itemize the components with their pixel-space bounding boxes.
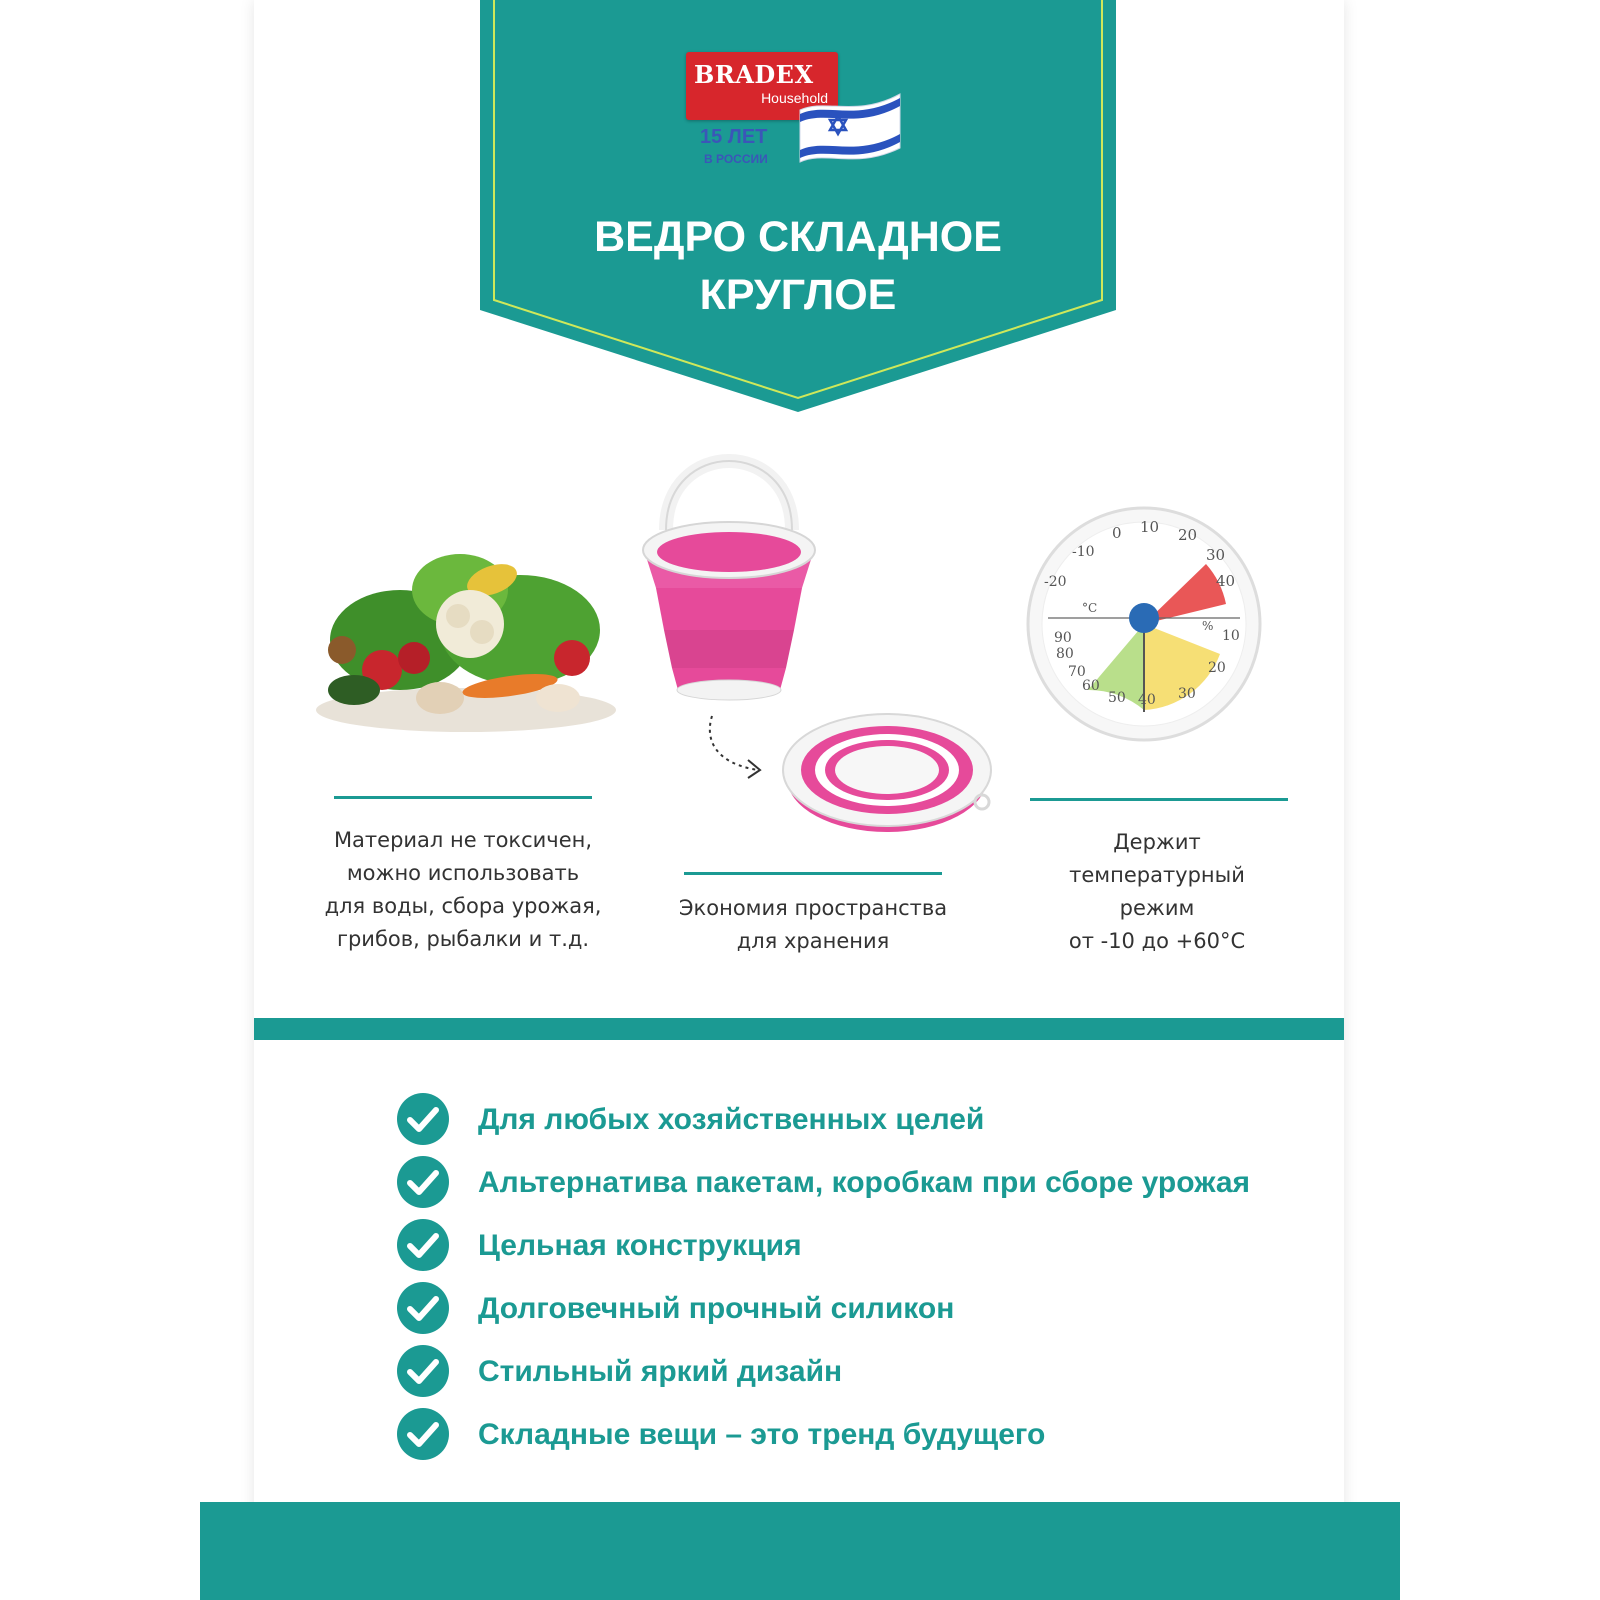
- temp-label: 20: [1178, 526, 1198, 544]
- feature-line: от -10 до +60°С: [1068, 929, 1246, 953]
- check-circle-icon: [396, 1218, 450, 1272]
- bucket-image: [626, 440, 832, 710]
- benefit-label: Складные вещи – это тренд будущего: [478, 1418, 1046, 1451]
- years-badge-sub: В РОССИИ: [704, 152, 768, 166]
- section-divider-strip: [254, 1018, 1344, 1040]
- benefit-label: Альтернатива пакетам, коробкам при сборе урожая: [478, 1166, 1251, 1199]
- check-circle-icon: [396, 1407, 450, 1461]
- title-line-1: ВЕДРО СКЛАДНОЕ: [594, 213, 1002, 261]
- benefit-label: Стильный яркий дизайн: [478, 1355, 843, 1388]
- benefit-label: Долговечный прочный силикон: [478, 1292, 955, 1325]
- feature-line: температурный: [1069, 863, 1245, 887]
- temp-label: 30: [1206, 546, 1226, 564]
- check-circle-icon: [396, 1281, 450, 1335]
- temp-unit: °C: [1082, 601, 1098, 615]
- humidity-label: 40: [1138, 692, 1156, 708]
- feature-line: грибов, рыбалки и т.д.: [336, 927, 590, 951]
- feature-line: для хранения: [736, 929, 890, 953]
- temp-label: 10: [1140, 518, 1160, 536]
- benefit-label: Для любых хозяйственных целей: [478, 1103, 985, 1136]
- dotted-curved-arrow-icon: [704, 712, 768, 780]
- feature-line: для воды, сбора урожая,: [324, 894, 602, 918]
- check-circle-icon: [396, 1344, 450, 1398]
- humidity-label: 10: [1222, 628, 1240, 644]
- humidity-label: 90: [1054, 630, 1072, 646]
- brand-sub: Household: [761, 90, 828, 106]
- vegetables-image: [310, 520, 622, 736]
- feature-line: Держит: [1113, 830, 1201, 854]
- humidity-label: 50: [1108, 690, 1126, 706]
- humidity-label: 70: [1068, 664, 1086, 680]
- humidity-label: 80: [1056, 646, 1074, 662]
- humidity-label: 20: [1208, 660, 1226, 676]
- check-circle-icon: [396, 1092, 450, 1146]
- feature-storage: [640, 892, 986, 958]
- check-circle-icon: [396, 1155, 450, 1209]
- years-badge: 15 ЛЕТ: [700, 126, 768, 148]
- benefit-label: Цельная конструкция: [478, 1229, 802, 1262]
- feature-line: режим: [1119, 896, 1195, 920]
- footer-bar: [200, 1502, 1400, 1600]
- feature-divider: [684, 872, 942, 875]
- page-title: [480, 208, 1116, 324]
- thermometer-image: [1026, 506, 1262, 742]
- humidity-label: 30: [1178, 686, 1196, 702]
- humidity-unit: %: [1202, 619, 1214, 633]
- feature-temperature: [1032, 826, 1282, 958]
- folded-bucket-image: [780, 704, 994, 840]
- feature-line: можно использовать: [346, 861, 580, 885]
- temp-label: 0: [1112, 524, 1122, 542]
- israel-flag-icon: [796, 84, 904, 166]
- feature-material: [300, 824, 626, 956]
- temp-label: -10: [1072, 544, 1095, 560]
- feature-line: Экономия пространства: [678, 896, 948, 920]
- brand-name: BRADEX: [694, 60, 814, 89]
- feature-divider: [334, 796, 592, 799]
- title-line-2: КРУГЛОЕ: [699, 271, 897, 319]
- temp-label: 40: [1216, 572, 1236, 590]
- humidity-label: 60: [1082, 678, 1100, 694]
- feature-line: Материал не токсичен,: [333, 828, 593, 852]
- temp-label: -20: [1044, 574, 1067, 590]
- feature-divider: [1030, 798, 1288, 801]
